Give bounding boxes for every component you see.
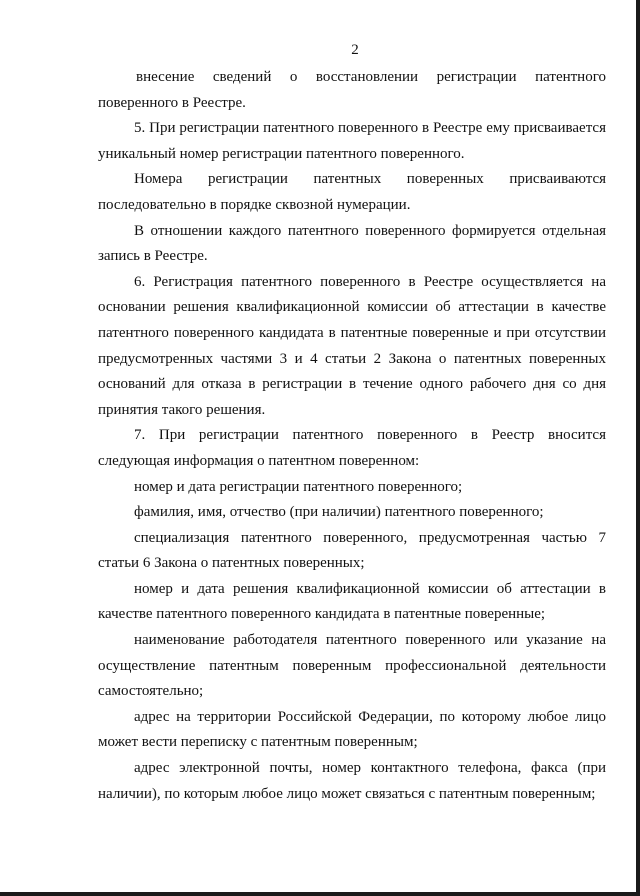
paragraph-item-5: 5. При регистрации патентного поверенного в Реестре ему присваивается уникальный номер регистрации патентного поверенного.	[98, 120, 606, 162]
list-item-registration-number: номер и дата регистрации патентного поверенного;	[134, 478, 463, 495]
paragraph-continuation: внесение сведений о восстановлении регистрации патентного поверенного в Реестре.	[98, 69, 606, 111]
list-item-commission-decision: номер и дата решения квалификационной комиссии об аттестации в качестве патентного поверенного кандидата в патентные поверенные;	[98, 580, 606, 623]
paragraph-item-7: 7. При регистрации патентного поверенного в Реестр вносится следующая информация о патентном поверенном:	[98, 427, 606, 469]
page-number: 2	[351, 42, 359, 58]
list-item-full-name: фамилия, имя, отчество (при наличии) патентного поверенного;	[134, 504, 544, 521]
paragraph-item-6: 6. Регистрация патентного поверенного в Реестре осуществляется на основании решения квалификационной комиссии об аттестации в качестве патентного поверенного кандидата в патентные поверенные и при отсутствии предусмотренных частями 3 и 4 статьи 2 Закона о патентных поверенных оснований для отказа в регистрации в течение одного рабочего дня со дня принятия такого решения.	[98, 273, 606, 418]
scan-edge-bottom	[0, 892, 640, 896]
list-item-postal-address: адрес на территории Российской Федерации, по которому любое лицо может вести переписку с патентным поверенным;	[98, 708, 606, 751]
paragraph-numbering: Номера регистрации патентных поверенных присваиваются последовательно в порядке сквозной нумерации.	[98, 171, 606, 213]
scan-edge-right	[636, 0, 640, 896]
paragraph-record: В отношении каждого патентного поверенного формируется отдельная запись в Реестре.	[98, 222, 606, 265]
list-item-specialization: специализация патентного поверенного, предусмотренная частью 7 статьи 6 Закона о патентных поверенных;	[98, 529, 606, 572]
document-body	[98, 65, 606, 807]
list-item-contacts: адрес электронной почты, номер контактного телефона, факса (при наличии), по которым любое лицо может связаться с патентным поверенным;	[98, 760, 606, 802]
list-item-employer: наименование работодателя патентного поверенного или указание на осуществление патентным поверенным профессиональной деятельности самостоятельно;	[98, 632, 606, 700]
